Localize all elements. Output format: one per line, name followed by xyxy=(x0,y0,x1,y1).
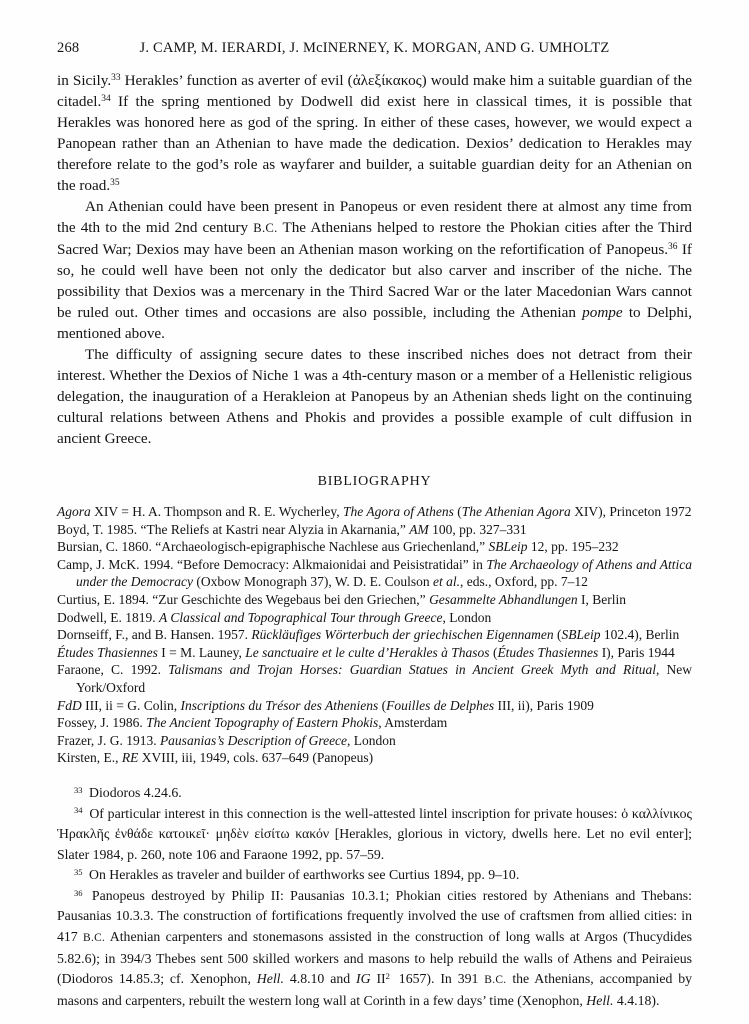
text-run: On Herakles as traveler and builder of earthworks see Curtius 1894, pp. 9–10. xyxy=(85,867,520,883)
text-run: Camp, J. McK. 1994. “Before Democracy: Alkmaionidai and Peisistratidai” in xyxy=(57,556,487,572)
bibliography-entry xyxy=(57,503,692,521)
text-run: III, ii = G. Colin, xyxy=(81,697,181,713)
text-run: Bursian, C. 1860. “Archaeologisch-epigraphische Nachlese aus Griechenland,” xyxy=(57,539,489,555)
body-paragraph xyxy=(57,344,692,449)
text-run: A Classical and Topographical Tour through Greece xyxy=(159,609,443,625)
text-run: RE xyxy=(121,750,139,766)
text-run: , Amsterdam xyxy=(378,715,448,731)
footnote-reference: 34 xyxy=(101,94,111,105)
running-head-authors: J. CAMP, M. IERARDI, J. McINERNEY, K. MORGAN, AND G. UMHOLTZ xyxy=(139,40,610,56)
text-run: 4.4.18). xyxy=(613,992,660,1008)
bibliography-entry xyxy=(57,521,692,539)
bibliography-entry xyxy=(57,714,692,732)
text-run: Boyd, T. 1985. “The Reliefs at Kastri near Alyzia in Akarnania,” xyxy=(57,521,410,537)
text-run: Études Thasiennes xyxy=(57,644,158,660)
text-run: The Athenians helped to restore the Phokian cities after the Third Sacred War; Dexios may have been an Athenian mason working on the refortification of Panopeus. xyxy=(57,219,693,258)
text-run: Hell. xyxy=(256,971,284,987)
footnote xyxy=(57,865,692,886)
page-number: 268 xyxy=(57,40,80,56)
text-run: Agora xyxy=(57,504,91,519)
text-run: Talismans and Trojan Horses: Guardian Statues in Ancient Greek Myth and Ritual xyxy=(168,662,656,678)
text-run: B.C. xyxy=(484,974,507,987)
footnote-reference: 36 xyxy=(668,242,678,253)
bibliography-entry xyxy=(57,697,692,715)
text-run: 12, pp. 195–232 xyxy=(527,539,619,555)
text-run: The difficulty of assigning secure dates to these inscribed niches does not detract from their interest. Whether the Dexios of Niche 1 was a 4th-century mason or a member of a Hellenistic religious delegation, the inauguration of a Herakleion at Panopeus by an Athenian sheds light on the continuing cultural relations between Athens and Phokis and provides a possible example of cult diffusion in ancient Greece. xyxy=(57,346,692,447)
text-run: , London xyxy=(347,732,396,748)
text-run: ( xyxy=(378,697,387,713)
text-run: Dodwell, E. 1819. xyxy=(57,609,159,625)
text-run: AM xyxy=(409,521,429,537)
text-run: Frazer, J. G. 1913. xyxy=(57,732,160,748)
text-run: IG xyxy=(356,971,371,987)
body-paragraph xyxy=(57,196,692,344)
text-run: FdD xyxy=(57,697,82,713)
footnote-reference: 33 xyxy=(74,784,83,795)
text-run: II xyxy=(370,971,386,987)
text-run: Athenian carpenters and stonemasons assisted in the construction of long walls at Argos (Thucydides 5.82.6); in 394/3 Thebes sent 500 skilled workers and masons to help rebuild the walls of Athens and Peiraieus (Diodoros 14.85.3; cf. Xenophon, xyxy=(57,929,692,987)
bibliography-entry xyxy=(57,732,692,750)
bibliography-entry xyxy=(57,644,692,662)
text-run: Études Thasiennes xyxy=(497,644,599,660)
text-run: SBLeip xyxy=(561,627,601,643)
text-run: Curtius, E. 1894. “Zur Geschichte des Wegebaus bei den Griechen,” xyxy=(57,591,430,607)
text-run: , London xyxy=(442,609,492,625)
text-run: B.C. xyxy=(253,221,278,235)
bibliography-list xyxy=(57,503,692,767)
text-run: Of particular interest in this connection is the well-attested lintel inscription for private houses: ὁ καλλίνικος Ἡρακλῆς ἐνθάδε κατοικεῖ· μηδὲν εἰσίτω κακόν [Herakles, glorious in victory, dwells here. Let no evil enter]; Slater 1984, p. 260, note 106 and Faraone 1992, pp. 57–59. xyxy=(57,805,692,862)
text-run: Kirsten, E., xyxy=(57,750,122,766)
text-run: to Delphi, mentioned above. xyxy=(57,304,692,342)
running-head xyxy=(57,40,692,57)
bibliography-entry xyxy=(57,538,692,556)
text-run: The Athenian Agora xyxy=(461,504,571,519)
text-run: Fouilles de Delphes xyxy=(386,697,495,713)
footnotes-section xyxy=(57,783,692,1012)
bibliography-entry xyxy=(57,749,692,767)
text-run: XVIII, iii, 1949, cols. 637–649 (Panopeus) xyxy=(138,750,374,766)
footnote xyxy=(57,804,692,866)
text-run: Pausanias’s Description of Greece xyxy=(159,732,348,748)
text-run: XIV = H. A. Thompson and R. E. Wycherley, xyxy=(90,504,344,519)
text-run: the Athenians, accompanied by masons and carpenters, rebuilt the western long wall at Corinth in a few days’ time (Xenophon, xyxy=(57,971,693,1008)
bibliography-entry xyxy=(57,626,692,644)
text-run: If the spring mentioned by Dodwell did exist here in classical times, it is possible that Herakles was honored here as god of the spring. In either of these cases, however, we would expect a Panopean rather than an Athenian to have made the dedication. Dexios’ dedication to Herakles may therefore relate to the god’s role as wayfarer and builder, a suitable guardian deity for an Athenian on the road. xyxy=(57,93,692,194)
text-run: in Sicily. xyxy=(57,72,112,89)
text-run: XIV), Princeton 1972 xyxy=(570,504,692,519)
footnote xyxy=(57,783,692,804)
text-run: 1657). In 391 xyxy=(392,971,485,987)
text-run: Rückläufiges Wörterbuch der griechischen Eigennamen xyxy=(251,627,554,643)
footnote-reference: 35 xyxy=(110,178,120,189)
text-run: 102.4), Berlin xyxy=(600,627,680,643)
text-run: , eds., Oxford, pp. 7–12 xyxy=(459,574,588,590)
bibliography-entry xyxy=(57,609,692,627)
text-run: Le sanctuaire et le culte d’Herakles à Thasos xyxy=(245,644,490,660)
text-run: et al. xyxy=(432,574,460,590)
bibliography-heading: BIBLIOGRAPHY xyxy=(317,474,432,489)
footnote-reference: 2 xyxy=(385,970,390,981)
text-run: An Athenian could have been present in Panopeus or even resident there at almost any time from the 4th to the mid 2nd century xyxy=(57,198,692,236)
text-run: The Ancient Topography of Eastern Phokis xyxy=(146,715,379,731)
text-run: 100, pp. 327–331 xyxy=(428,521,527,537)
text-run: B.C. xyxy=(83,932,106,945)
bibliography-entry xyxy=(57,661,692,696)
text-run: Faraone, C. 1992. xyxy=(57,662,169,678)
text-run: The Archaeology of Athens and Attica under the Democracy xyxy=(76,556,692,590)
article-body xyxy=(57,70,692,449)
text-run: ( xyxy=(489,644,498,660)
text-run: I), Paris 1944 xyxy=(598,644,675,660)
text-run: 4.8.10 and xyxy=(283,971,357,987)
text-run: Herakles’ function as averter of evil (ἀλεξίκακος) would make him a suitable guardian of the citadel. xyxy=(57,72,692,110)
text-run: III, ii), Paris 1909 xyxy=(494,697,594,713)
footnote-reference: 36 xyxy=(74,887,83,898)
text-run: pompe xyxy=(582,304,623,321)
text-run: Fossey, J. 1986. xyxy=(57,715,147,731)
footnote-reference: 34 xyxy=(74,805,83,816)
bibliography-entry xyxy=(57,556,692,591)
text-run: Hell. xyxy=(586,992,614,1008)
footnote-reference: 33 xyxy=(111,73,121,84)
text-run: I = M. Launey, xyxy=(157,644,246,660)
body-paragraph xyxy=(57,70,692,196)
text-run: The Agora of Athens xyxy=(343,504,454,519)
text-run: Panopeus destroyed by Philip II: Pausanias 10.3.1; Phokian cities restored by Athenians and Thebans: Pausanias 10.3.3. The construction of fortifications frequently involved the use of craftsmen from allied cities: in 417 xyxy=(57,887,692,945)
text-run: Diodoros 4.24.6. xyxy=(85,784,182,800)
text-run: Inscriptions du Trésor des Atheniens xyxy=(180,697,379,713)
bibliography-entry xyxy=(57,591,692,609)
text-run: Gesammelte Abhandlungen xyxy=(429,591,578,607)
text-run: , New York/Oxford xyxy=(76,662,693,695)
text-run: I, Berlin xyxy=(577,591,627,607)
text-run: ( xyxy=(553,627,562,643)
text-run: If so, he could well have been not only the dedicator but also carver and inscriber of the niche. The possibility that Dexios was a mercenary in the Third Sacred War or the later Macedonian Wars cannot be ruled out. Other times and occasions are also possible, including the Athenian xyxy=(57,241,692,321)
footnote-reference: 35 xyxy=(74,867,83,878)
text-run: (Oxbow Monograph 37), W. D. E. Coulson xyxy=(192,574,433,590)
footnote xyxy=(57,886,692,1012)
text-run: Dornseiff, F., and B. Hansen. 1957. xyxy=(57,627,252,643)
text-run: ( xyxy=(453,504,462,519)
text-run: SBLeip xyxy=(488,539,528,555)
